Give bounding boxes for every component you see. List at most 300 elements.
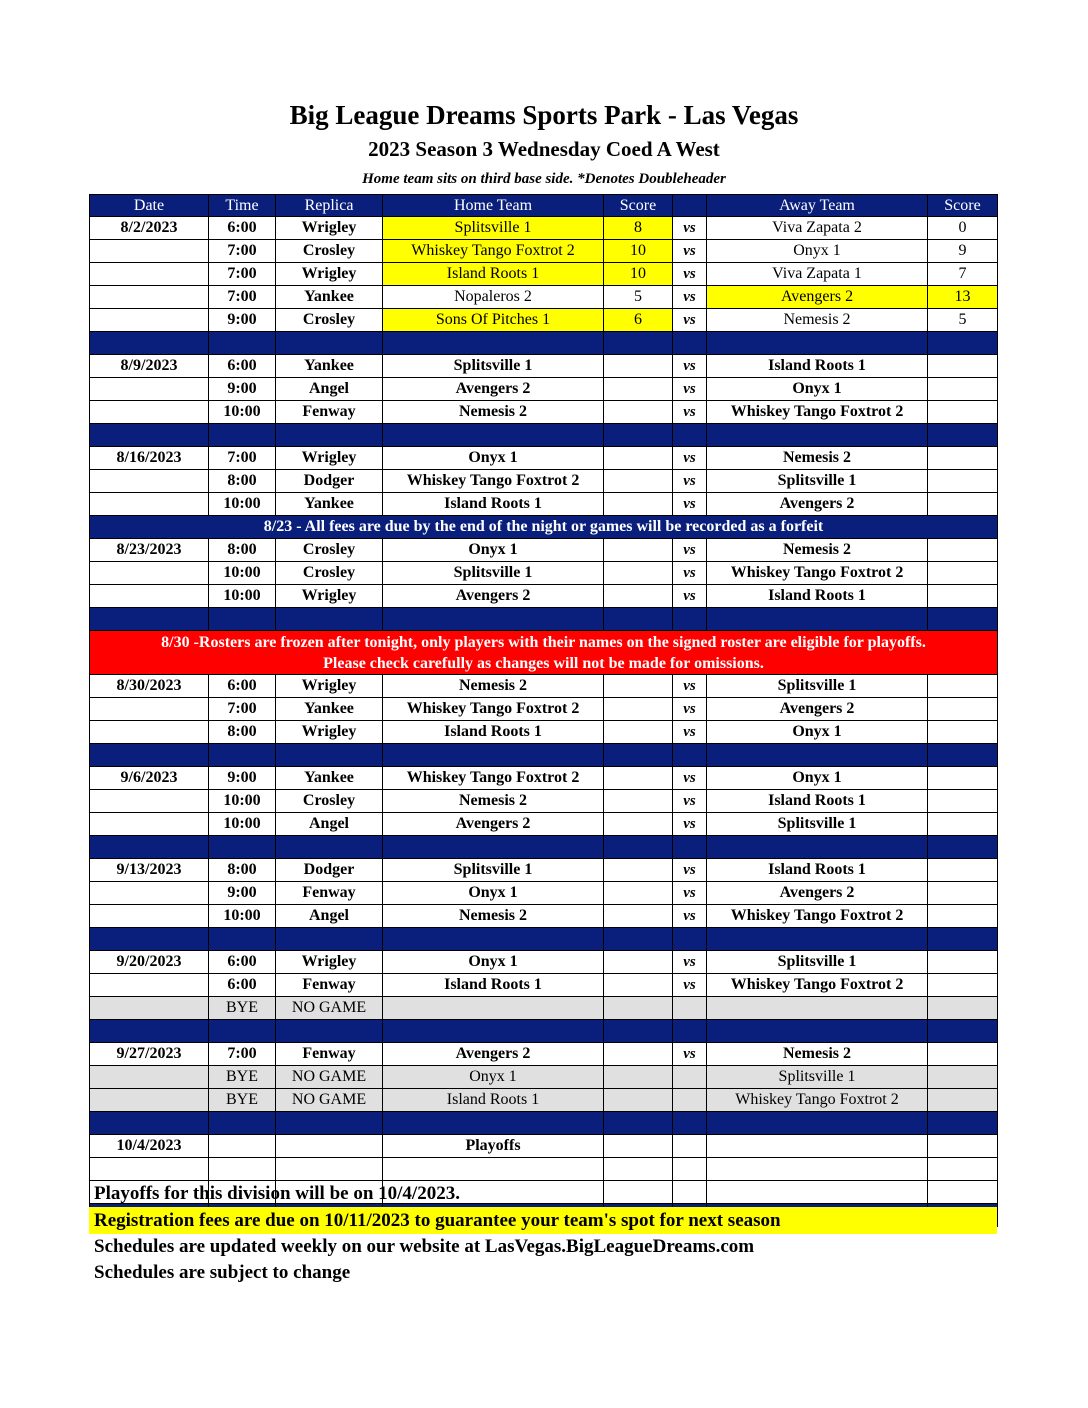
- separator-cell: [928, 608, 998, 631]
- game-row: [90, 790, 998, 813]
- home-team-cell: Whiskey Tango Foxtrot 2: [383, 240, 604, 263]
- away-team-cell: Nemesis 2: [707, 447, 928, 470]
- separator-cell: [276, 928, 383, 951]
- separator-cell: [707, 424, 928, 447]
- away-score-cell: [928, 378, 998, 401]
- separator-cell: [604, 332, 673, 355]
- vs-cell: vs: [673, 585, 707, 608]
- separator-cell: [604, 928, 673, 951]
- time-cell: [209, 1135, 276, 1158]
- home-team-cell: Island Roots 1: [383, 721, 604, 744]
- separator-cell: [604, 836, 673, 859]
- home-team-cell: Whiskey Tango Foxtrot 2: [383, 698, 604, 721]
- date-cell: [90, 378, 209, 401]
- game-row: [90, 240, 998, 263]
- bye-row: [90, 1089, 998, 1112]
- home-team-cell: Nopaleros 2: [383, 286, 604, 309]
- time-cell: 6:00: [209, 974, 276, 997]
- separator-cell: [209, 332, 276, 355]
- game-row: [90, 974, 998, 997]
- away-score-cell: [928, 905, 998, 928]
- separator-cell: [209, 608, 276, 631]
- separator-cell: [209, 836, 276, 859]
- separator-cell: [928, 1112, 998, 1135]
- replica-cell: Yankee: [276, 698, 383, 721]
- vs-cell: [673, 1066, 707, 1089]
- vs-cell: vs: [673, 378, 707, 401]
- time-cell: 10:00: [209, 790, 276, 813]
- away-team-cell: Onyx 1: [707, 240, 928, 263]
- date-cell: [90, 1158, 209, 1181]
- game-row: [90, 859, 998, 882]
- time-cell: 10:00: [209, 493, 276, 516]
- home-score-cell: [604, 1158, 673, 1181]
- replica-cell: [276, 1135, 383, 1158]
- away-team-cell: Avengers 2: [707, 493, 928, 516]
- away-score-cell: [928, 447, 998, 470]
- replica-cell: Crosley: [276, 309, 383, 332]
- replica-cell: Yankee: [276, 286, 383, 309]
- separator-cell: [928, 836, 998, 859]
- time-cell: 7:00: [209, 286, 276, 309]
- time-cell: [209, 1158, 276, 1181]
- vs-cell: vs: [673, 698, 707, 721]
- separator-cell: [383, 608, 604, 631]
- separator-cell: [276, 424, 383, 447]
- fee-notice-row: [90, 516, 998, 539]
- date-cell: [90, 882, 209, 905]
- home-team-cell: [383, 997, 604, 1020]
- separator-cell: [276, 1020, 383, 1043]
- separator-cell: [673, 1020, 707, 1043]
- game-row: [90, 585, 998, 608]
- away-team-cell: Nemesis 2: [707, 539, 928, 562]
- away-score-cell: [928, 355, 998, 378]
- home-score-cell: 10: [604, 240, 673, 263]
- home-score-cell: [604, 905, 673, 928]
- home-team-cell: Nemesis 2: [383, 905, 604, 928]
- home-score-cell: [604, 1043, 673, 1066]
- replica-cell: Wrigley: [276, 585, 383, 608]
- footer-change-note: Schedules are subject to change: [94, 1262, 351, 1283]
- time-cell: 9:00: [209, 378, 276, 401]
- date-cell: 8/2/2023: [90, 217, 209, 240]
- home-team-cell: Onyx 1: [383, 447, 604, 470]
- home-team-cell: Whiskey Tango Foxtrot 2: [383, 470, 604, 493]
- home-team-cell: Onyx 1: [383, 539, 604, 562]
- away-score-cell: [928, 1089, 998, 1112]
- separator-cell: [383, 1112, 604, 1135]
- replica-cell: Dodger: [276, 859, 383, 882]
- bye-row: [90, 1066, 998, 1089]
- time-cell: 6:00: [209, 217, 276, 240]
- footer-playoffs-note: Playoffs for this division will be on 10/4/2023.: [94, 1183, 460, 1204]
- away-team-cell: Onyx 1: [707, 767, 928, 790]
- vs-cell: vs: [673, 355, 707, 378]
- replica-cell: Wrigley: [276, 675, 383, 698]
- home-score-cell: [604, 401, 673, 424]
- game-row: [90, 447, 998, 470]
- time-cell: 7:00: [209, 447, 276, 470]
- away-score-cell: [928, 767, 998, 790]
- game-row: [90, 562, 998, 585]
- replica-cell: Angel: [276, 378, 383, 401]
- away-score-cell: 9: [928, 240, 998, 263]
- replica-cell: Dodger: [276, 470, 383, 493]
- date-cell: [90, 790, 209, 813]
- replica-cell: Wrigley: [276, 951, 383, 974]
- game-row: [90, 675, 998, 698]
- game-row: [90, 539, 998, 562]
- time-cell: 7:00: [209, 240, 276, 263]
- game-row: [90, 951, 998, 974]
- separator-cell: [90, 836, 209, 859]
- home-score-cell: [604, 470, 673, 493]
- separator-cell: [673, 836, 707, 859]
- time-cell: 7:00: [209, 1043, 276, 1066]
- away-team-cell: Island Roots 1: [707, 355, 928, 378]
- separator-cell: [209, 928, 276, 951]
- game-row: [90, 470, 998, 493]
- home-score-cell: [604, 1066, 673, 1089]
- home-score-cell: [604, 355, 673, 378]
- home-team-cell: Avengers 2: [383, 1043, 604, 1066]
- roster-alert-line1: 8/30 -Rosters are frozen after tonight, only players with their names on the signed roster are eligible for playoffs.: [161, 633, 926, 651]
- away-score-cell: [928, 790, 998, 813]
- date-cell: 9/13/2023: [90, 859, 209, 882]
- separator-cell: [604, 744, 673, 767]
- vs-cell: [673, 1135, 707, 1158]
- home-score-cell: [604, 974, 673, 997]
- home-team-cell: Splitsville 1: [383, 355, 604, 378]
- time-cell: BYE: [209, 997, 276, 1020]
- time-cell: 6:00: [209, 675, 276, 698]
- game-row: [90, 286, 998, 309]
- replica-cell: Angel: [276, 905, 383, 928]
- time-cell: 10:00: [209, 562, 276, 585]
- date-cell: [90, 905, 209, 928]
- separator-cell: [209, 424, 276, 447]
- game-row: [90, 882, 998, 905]
- game-row: [90, 905, 998, 928]
- home-score-cell: [604, 539, 673, 562]
- away-score-cell: [928, 470, 998, 493]
- replica-cell: NO GAME: [276, 1066, 383, 1089]
- home-score-cell: [604, 1135, 673, 1158]
- date-cell: [90, 974, 209, 997]
- separator-cell: [673, 424, 707, 447]
- away-team-cell: Viva Zapata 2: [707, 217, 928, 240]
- away-score-cell: [928, 539, 998, 562]
- date-cell: [90, 286, 209, 309]
- game-row: [90, 721, 998, 744]
- separator-cell: [604, 1112, 673, 1135]
- vs-cell: vs: [673, 263, 707, 286]
- home-team-cell: Nemesis 2: [383, 675, 604, 698]
- home-team-cell: Onyx 1: [383, 951, 604, 974]
- home-score-cell: [604, 378, 673, 401]
- vs-cell: vs: [673, 401, 707, 424]
- home-score-cell: [604, 698, 673, 721]
- date-cell: [90, 997, 209, 1020]
- away-team-cell: Avengers 2: [707, 698, 928, 721]
- time-cell: BYE: [209, 1089, 276, 1112]
- table-header-row: [90, 195, 998, 217]
- separator-cell: [90, 424, 209, 447]
- separator-cell: [383, 332, 604, 355]
- away-team-cell: Splitsville 1: [707, 1066, 928, 1089]
- home-score-cell: [604, 493, 673, 516]
- home-score-cell: 10: [604, 263, 673, 286]
- separator-cell: [928, 744, 998, 767]
- home-team-cell: Nemesis 2: [383, 790, 604, 813]
- replica-cell: Fenway: [276, 974, 383, 997]
- vs-cell: [673, 997, 707, 1020]
- vs-cell: vs: [673, 905, 707, 928]
- separator-cell: [928, 928, 998, 951]
- time-cell: 7:00: [209, 263, 276, 286]
- game-row: [90, 698, 998, 721]
- time-cell: 7:00: [209, 698, 276, 721]
- date-cell: 9/6/2023: [90, 767, 209, 790]
- time-cell: 10:00: [209, 813, 276, 836]
- home-score-cell: 8: [604, 217, 673, 240]
- home-team-cell: Sons Of Pitches 1: [383, 309, 604, 332]
- game-row: [90, 1043, 998, 1066]
- replica-cell: Fenway: [276, 882, 383, 905]
- game-row: [90, 1135, 998, 1158]
- home-team-cell: Whiskey Tango Foxtrot 2: [383, 767, 604, 790]
- time-cell: 6:00: [209, 355, 276, 378]
- separator-row: [90, 1020, 998, 1043]
- away-team-cell: Whiskey Tango Foxtrot 2: [707, 1089, 928, 1112]
- game-row: [90, 309, 998, 332]
- away-team-cell: Island Roots 1: [707, 585, 928, 608]
- fee-notice-text: 8/23 - All fees are due by the end of the night or games will be recorded as a forfeit: [90, 516, 998, 539]
- away-score-cell: 7: [928, 263, 998, 286]
- away-score-cell: [928, 585, 998, 608]
- separator-cell: [383, 928, 604, 951]
- header-date: Date: [90, 195, 209, 217]
- separator-cell: [673, 744, 707, 767]
- replica-cell: Wrigley: [276, 263, 383, 286]
- home-team-cell: Splitsville 1: [383, 562, 604, 585]
- home-score-cell: [604, 813, 673, 836]
- away-score-cell: 13: [928, 286, 998, 309]
- separator-cell: [928, 1020, 998, 1043]
- time-cell: 10:00: [209, 401, 276, 424]
- vs-cell: vs: [673, 470, 707, 493]
- vs-cell: vs: [673, 240, 707, 263]
- away-team-cell: Viva Zapata 1: [707, 263, 928, 286]
- away-score-cell: [928, 997, 998, 1020]
- away-score-cell: [928, 562, 998, 585]
- game-row: [90, 355, 998, 378]
- away-team-cell: Avengers 2: [707, 286, 928, 309]
- header-away-team: Away Team: [707, 195, 928, 217]
- date-cell: 8/30/2023: [90, 675, 209, 698]
- schedule-body: [90, 217, 998, 1227]
- vs-cell: vs: [673, 721, 707, 744]
- page-title: Big League Dreams Sports Park - Las Vegas: [289, 100, 799, 130]
- separator-row: [90, 608, 998, 631]
- away-team-cell: Splitsville 1: [707, 470, 928, 493]
- away-team-cell: Nemesis 2: [707, 1043, 928, 1066]
- home-team-note: Home team sits on third base side. *Denotes Doubleheader: [362, 171, 726, 187]
- vs-cell: vs: [673, 286, 707, 309]
- vs-cell: vs: [673, 859, 707, 882]
- away-score-cell: [928, 1135, 998, 1158]
- away-score-cell: 0: [928, 217, 998, 240]
- separator-cell: [707, 928, 928, 951]
- replica-cell: NO GAME: [276, 997, 383, 1020]
- vs-cell: vs: [673, 562, 707, 585]
- roster-alert-row: [90, 631, 998, 675]
- home-team-cell: Avengers 2: [383, 378, 604, 401]
- time-cell: 8:00: [209, 859, 276, 882]
- header-home-team: Home Team: [383, 195, 604, 217]
- away-team-cell: Splitsville 1: [707, 675, 928, 698]
- home-team-cell: Splitsville 1: [383, 859, 604, 882]
- replica-cell: Wrigley: [276, 721, 383, 744]
- away-team-cell: [707, 1135, 928, 1158]
- replica-cell: Crosley: [276, 240, 383, 263]
- date-cell: [90, 309, 209, 332]
- separator-row: [90, 332, 998, 355]
- separator-cell: [604, 1020, 673, 1043]
- separator-cell: [276, 744, 383, 767]
- header-vs: [673, 195, 707, 217]
- vs-cell: vs: [673, 813, 707, 836]
- vs-cell: [673, 1089, 707, 1112]
- game-row: [90, 401, 998, 424]
- home-team-cell: [383, 1158, 604, 1181]
- home-score-cell: 5: [604, 286, 673, 309]
- home-score-cell: [604, 951, 673, 974]
- date-cell: [90, 493, 209, 516]
- separator-cell: [90, 332, 209, 355]
- vs-cell: [673, 1158, 707, 1181]
- separator-cell: [707, 1112, 928, 1135]
- home-team-cell: Island Roots 1: [383, 974, 604, 997]
- away-team-cell: Splitsville 1: [707, 813, 928, 836]
- date-cell: 8/9/2023: [90, 355, 209, 378]
- separator-cell: [90, 1112, 209, 1135]
- home-team-cell: Playoffs: [383, 1135, 604, 1158]
- game-row: [90, 217, 998, 240]
- separator-cell: [707, 836, 928, 859]
- separator-cell: [673, 608, 707, 631]
- separator-cell: [90, 928, 209, 951]
- away-score-cell: [928, 951, 998, 974]
- away-team-cell: Onyx 1: [707, 378, 928, 401]
- separator-cell: [209, 744, 276, 767]
- separator-row: [90, 744, 998, 767]
- away-team-cell: Whiskey Tango Foxtrot 2: [707, 401, 928, 424]
- separator-cell: [707, 332, 928, 355]
- home-team-cell: Nemesis 2: [383, 401, 604, 424]
- date-cell: 9/20/2023: [90, 951, 209, 974]
- separator-cell: [928, 332, 998, 355]
- separator-cell: [604, 424, 673, 447]
- separator-cell: [90, 1020, 209, 1043]
- date-cell: [90, 698, 209, 721]
- replica-cell: NO GAME: [276, 1089, 383, 1112]
- away-score-cell: [928, 698, 998, 721]
- separator-cell: [209, 1020, 276, 1043]
- replica-cell: Crosley: [276, 562, 383, 585]
- separator-row: [90, 836, 998, 859]
- separator-cell: [383, 1020, 604, 1043]
- separator-cell: [928, 424, 998, 447]
- home-score-cell: [604, 447, 673, 470]
- separator-cell: [707, 744, 928, 767]
- time-cell: 9:00: [209, 309, 276, 332]
- home-team-cell: Island Roots 1: [383, 263, 604, 286]
- replica-cell: Fenway: [276, 1043, 383, 1066]
- date-cell: [90, 1066, 209, 1089]
- game-row: [90, 767, 998, 790]
- date-cell: [90, 585, 209, 608]
- separator-row: [90, 928, 998, 951]
- home-team-cell: Island Roots 1: [383, 493, 604, 516]
- away-score-cell: [928, 974, 998, 997]
- separator-cell: [707, 1020, 928, 1043]
- home-team-cell: Avengers 2: [383, 585, 604, 608]
- home-team-cell: Onyx 1: [383, 1066, 604, 1089]
- away-score-cell: [928, 493, 998, 516]
- footer-registration-note: Registration fees are due on 10/11/2023 to guarantee your team's spot for next season: [89, 1207, 997, 1234]
- game-row: [90, 378, 998, 401]
- replica-cell: Fenway: [276, 401, 383, 424]
- home-score-cell: 6: [604, 309, 673, 332]
- date-cell: 8/16/2023: [90, 447, 209, 470]
- date-cell: [90, 813, 209, 836]
- separator-cell: [209, 1112, 276, 1135]
- date-cell: [90, 401, 209, 424]
- schedule-table: [89, 194, 998, 1227]
- date-cell: [90, 240, 209, 263]
- time-cell: 9:00: [209, 767, 276, 790]
- date-cell: [90, 263, 209, 286]
- replica-cell: Wrigley: [276, 447, 383, 470]
- date-cell: 10/4/2023: [90, 1135, 209, 1158]
- time-cell: 9:00: [209, 882, 276, 905]
- separator-cell: [383, 424, 604, 447]
- separator-cell: [276, 332, 383, 355]
- time-cell: 10:00: [209, 585, 276, 608]
- away-team-cell: [707, 997, 928, 1020]
- separator-cell: [276, 836, 383, 859]
- footer-website-note: Schedules are updated weekly on our website at LasVegas.BigLeagueDreams.com: [94, 1236, 755, 1257]
- vs-cell: vs: [673, 974, 707, 997]
- home-score-cell: [604, 1089, 673, 1112]
- vs-cell: vs: [673, 882, 707, 905]
- game-row: [90, 493, 998, 516]
- time-cell: 8:00: [209, 721, 276, 744]
- time-cell: 6:00: [209, 951, 276, 974]
- vs-cell: vs: [673, 790, 707, 813]
- separator-cell: [673, 332, 707, 355]
- date-cell: 9/27/2023: [90, 1043, 209, 1066]
- date-cell: 8/23/2023: [90, 539, 209, 562]
- away-team-cell: Island Roots 1: [707, 859, 928, 882]
- date-cell: [90, 562, 209, 585]
- home-score-cell: [604, 859, 673, 882]
- home-score-cell: [604, 675, 673, 698]
- away-team-cell: Whiskey Tango Foxtrot 2: [707, 974, 928, 997]
- home-score-cell: [604, 721, 673, 744]
